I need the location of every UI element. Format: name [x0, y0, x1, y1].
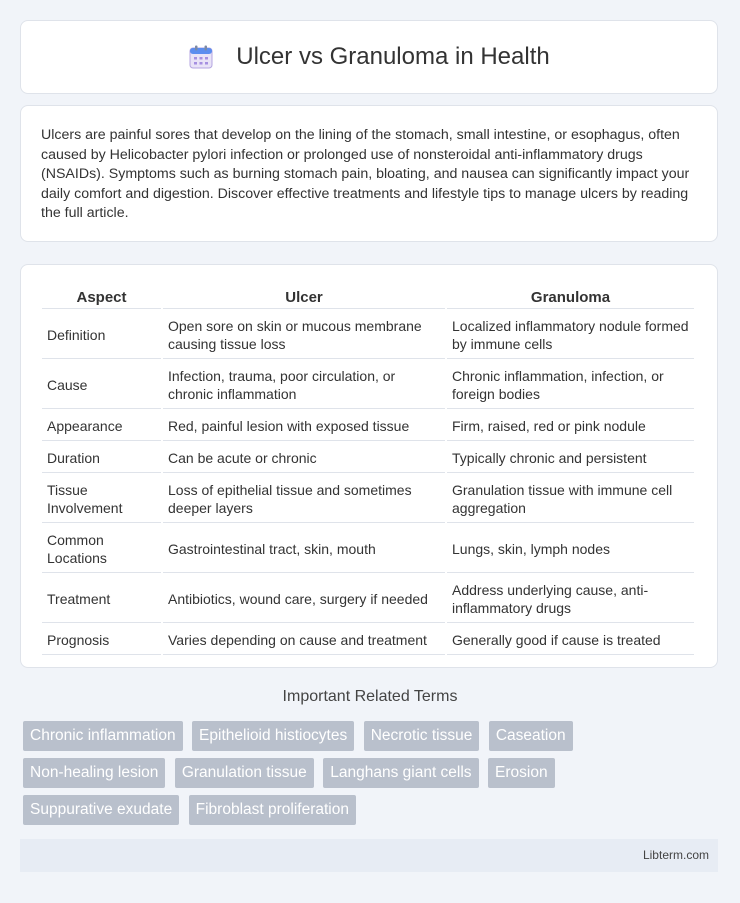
cell-aspect: Prognosis: [42, 625, 161, 655]
related-terms-list: [23, 721, 723, 832]
cell-granuloma: Localized inflammatory nodule formed by immune cells: [447, 311, 694, 359]
tag-langhans-giant-cells[interactable]: Langhans giant cells: [323, 758, 478, 788]
cell-aspect: Treatment: [42, 575, 161, 623]
table-row: [42, 525, 694, 573]
cell-granuloma: Generally good if cause is treated: [447, 625, 694, 655]
cell-ulcer: Loss of epithelial tissue and sometimes deeper layers: [163, 475, 445, 523]
cell-ulcer: Open sore on skin or mucous membrane causing tissue loss: [163, 311, 445, 359]
comparison-card: [20, 264, 718, 668]
tag-erosion[interactable]: Erosion: [488, 758, 555, 788]
cell-granuloma: Typically chronic and persistent: [447, 443, 694, 473]
header-aspect: Aspect: [42, 283, 161, 309]
header-ulcer: Ulcer: [163, 283, 445, 309]
tag-non-healing-lesion[interactable]: Non-healing lesion: [23, 758, 165, 788]
cell-granuloma: Address underlying cause, anti-inflammatory drugs: [447, 575, 694, 623]
cell-aspect: Duration: [42, 443, 161, 473]
page-title: Ulcer vs Granuloma in Health: [236, 43, 550, 70]
calendar-icon: [188, 44, 214, 70]
table-row: [42, 311, 694, 359]
tag-caseation[interactable]: Caseation: [489, 721, 573, 751]
cell-aspect: Tissue Involvement: [42, 475, 161, 523]
intro-text: Ulcers are painful sores that develop on the lining of the stomach, small intestine, or esophagus, often caused by Helicobacter pylori infection or prolonged use of nonsteroidal anti-inflammatory drugs (NSAIDs). Symptoms such as burning stomach pain, bloating, and nausea can significantly impact your daily comfort and digestion. Discover effective treatments and lifestyle tips to manage ulcers by reading the full article.: [41, 127, 690, 222]
table-row: [42, 475, 694, 523]
table-row: [42, 575, 694, 623]
intro-card: [20, 105, 718, 242]
table-row: [42, 443, 694, 473]
cell-aspect: Appearance: [42, 411, 161, 441]
cell-ulcer: Infection, trauma, poor circulation, or chronic inflammation: [163, 361, 445, 409]
related-terms-heading: Important Related Terms: [282, 688, 458, 705]
table-row: [42, 625, 694, 655]
cell-aspect: Common Locations: [42, 525, 161, 573]
cell-granuloma: Firm, raised, red or pink nodule: [447, 411, 694, 441]
cell-ulcer: Antibiotics, wound care, surgery if needed: [163, 575, 445, 623]
cell-ulcer: Gastrointestinal tract, skin, mouth: [163, 525, 445, 573]
tag-suppurative-exudate[interactable]: Suppurative exudate: [23, 795, 179, 825]
cell-ulcer: Red, painful lesion with exposed tissue: [163, 411, 445, 441]
comparison-table: [40, 281, 696, 657]
tag-chronic-inflammation[interactable]: Chronic inflammation: [23, 721, 183, 751]
table-row: [42, 411, 694, 441]
footer: [20, 839, 718, 872]
cell-aspect: Definition: [42, 311, 161, 359]
tag-necrotic-tissue[interactable]: Necrotic tissue: [364, 721, 480, 751]
cell-granuloma: Granulation tissue with immune cell aggregation: [447, 475, 694, 523]
title-card: [20, 20, 718, 94]
cell-granuloma: Chronic inflammation, infection, or foreign bodies: [447, 361, 694, 409]
header-granuloma: Granuloma: [447, 283, 694, 309]
tag-granulation-tissue[interactable]: Granulation tissue: [175, 758, 314, 788]
tag-epithelioid-histiocytes[interactable]: Epithelioid histiocytes: [192, 721, 354, 751]
cell-ulcer: Varies depending on cause and treatment: [163, 625, 445, 655]
cell-granuloma: Lungs, skin, lymph nodes: [447, 525, 694, 573]
cell-aspect: Cause: [42, 361, 161, 409]
table-header-row: [42, 283, 694, 309]
table-row: [42, 361, 694, 409]
footer-site-link[interactable]: Libterm.com: [642, 848, 709, 862]
cell-ulcer: Can be acute or chronic: [163, 443, 445, 473]
tag-fibroblast-proliferation[interactable]: Fibroblast proliferation: [189, 795, 356, 825]
